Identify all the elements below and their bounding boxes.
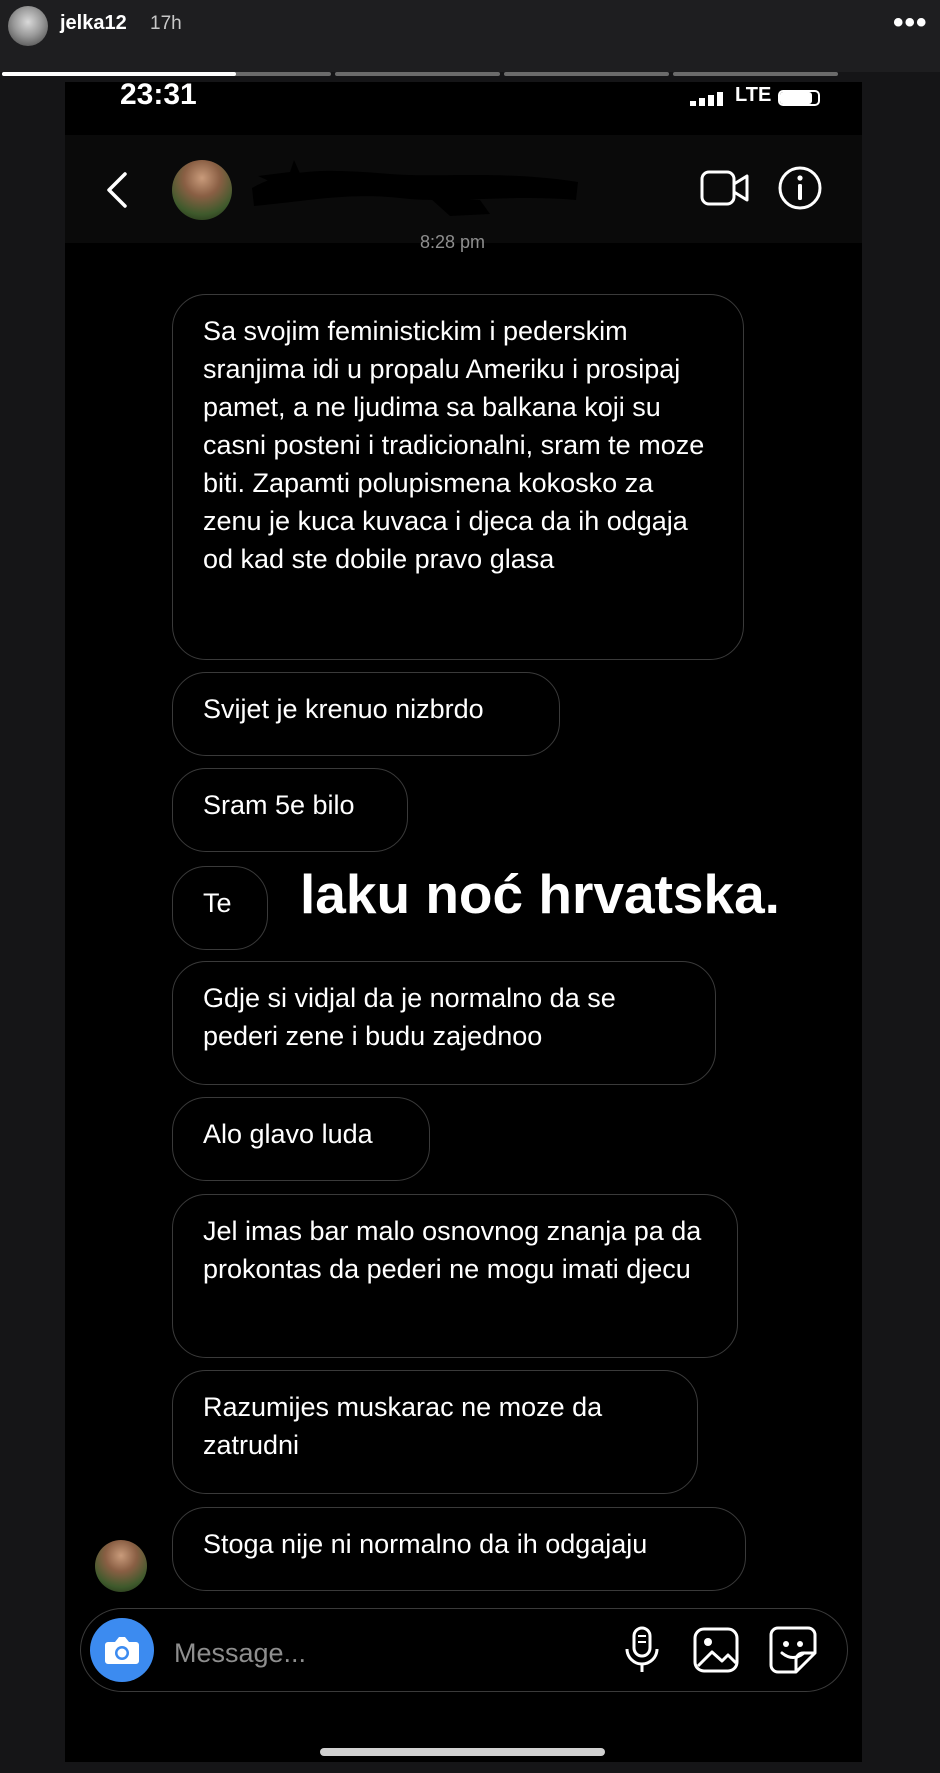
story-user-avatar[interactable] [8,6,48,46]
home-indicator[interactable] [320,1748,605,1756]
story-progress-fill [2,72,236,76]
sender-avatar [95,1540,147,1592]
info-icon[interactable] [776,164,824,212]
message-bubble[interactable]: Te [172,866,268,950]
story-progress-segment-5 [673,72,838,76]
camera-icon [90,1618,154,1682]
battery-level [780,92,812,104]
video-call-icon[interactable] [700,168,750,208]
story-header [0,0,940,72]
story-posted-time: 17h [150,13,182,34]
message-bubble[interactable]: Alo glavo luda [172,1097,430,1181]
message-bubble[interactable]: Razumijes muskarac ne moze da zatrudni [172,1370,698,1494]
story-progress-segment-4 [504,72,669,76]
more-options-icon[interactable]: ••• [893,6,928,39]
gallery-icon[interactable] [692,1626,740,1674]
network-label: LTE [735,84,772,106]
back-chevron-icon[interactable] [105,170,129,210]
message-bubble[interactable]: Jel imas bar malo osnovnog znanja pa da prokontas da pederi ne mogu imati djecu [172,1194,738,1358]
status-time: 23:31 [120,78,197,111]
story-username[interactable]: jelka12 [60,12,127,34]
message-bubble[interactable]: Svijet je krenuo nizbrdo [172,672,560,756]
message-bubble[interactable]: Sram 5e bilo [172,768,408,852]
camera-button[interactable] [90,1618,154,1682]
message-bubble[interactable]: Gdje si vidjal da je normalno da se pederi zene i budu zajednoo [172,961,716,1085]
signal-icon [690,92,730,106]
message-timestamp: 8:28 pm [420,232,486,252]
sticker-icon[interactable] [768,1625,818,1675]
story-progress-segment-3 [335,72,500,76]
message-bubble[interactable]: Sa svojim feministickim i pederskim sranjima idi u propalu Ameriku i prosipaj pamet, a ne ljudima sa balkana koji su casni posteni i tradicionalni, sram te moze biti. Zapamti polupismena kokosko za zenu je kuca kuvaca i djeca da ih odgaja od kad ste dobile pravo glasa [172,294,744,660]
contact-avatar[interactable] [172,160,232,220]
story-caption: laku noć hrvatska. [300,863,780,925]
redacted-contact-name [250,148,580,218]
message-input[interactable] [172,1632,596,1674]
message-bubble[interactable]: Stoga nije ni normalno da ih odgajaju [172,1507,746,1591]
microphone-icon[interactable] [622,1625,662,1675]
